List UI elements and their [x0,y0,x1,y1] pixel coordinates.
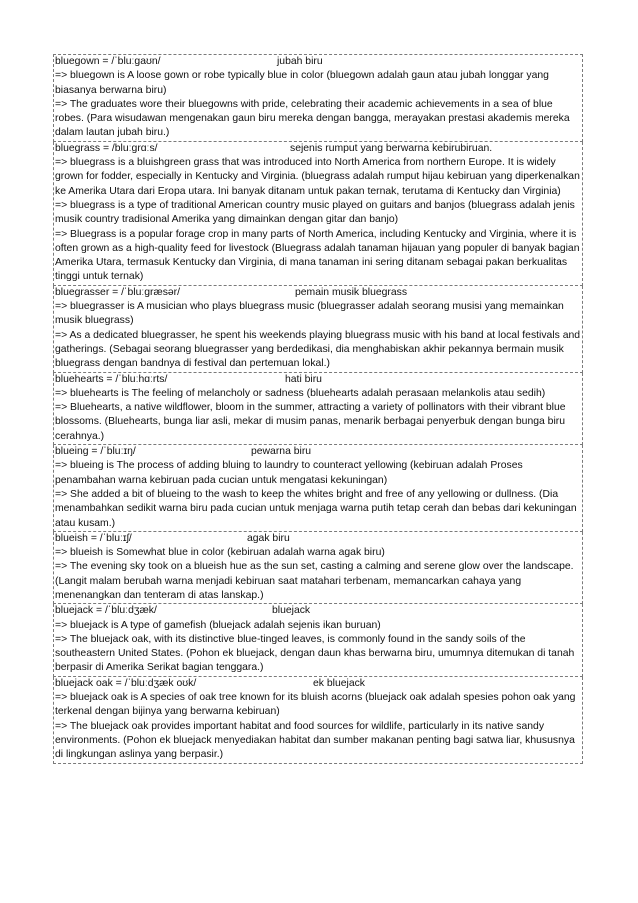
headword: blueing = /ˈbluːɪŋ/ [55,446,136,458]
definition-line: => bluegrasser is A musician who plays bluegrass music (bluegrasser adalah seorang musisi yang memainkan musik bluegrass) [55,301,564,327]
example-line: => The bluejack oak provides important habitat and food sources for wildlife, particularly in its native sandy environments. (Pohon ek bluejack menyediakan habitat dan sumber makanan penting bagi satwa liar, khususnya di lingkungan aslinya yang berpasir.) [55,720,575,761]
definition-line: => bluegrass is a type of traditional American country music played on guitars and banjos (bluegrass adalah jenis musik country tradisional Amerika yang dimainkan dengan gitar dan banjo) [55,199,575,226]
entry-heading [55,286,582,300]
translation: bluejack [272,605,311,617]
entry-bluegrasser [53,286,583,373]
dictionary-document [53,54,583,764]
definition-line: => bluejack is A type of gamefish (bluejack adalah sejenis ikan buruan) [55,619,381,631]
entry-blueing [53,445,583,532]
translation: ek bluejack [313,677,365,689]
example-line: => The evening sky took on a blueish hue as the sun set, casting a calming and serene glow over the landscape. (Langit malam berubah warna menjadi kebiruan saat matahari terbenam, memancarkan cahaya yang menenangkan dan tenteram di atas lanskap.) [55,561,574,601]
example-line: => The graduates wore their bluegowns with pride, celebrating their academic achievements in a sea of blue robes. (Para wisudawan mengenakan gaun biru mereka dengan bangga, merayakan prestasi akademis mereka dalam lautan jubah biru.) [55,98,570,139]
entry-bluegown [53,54,583,142]
entry-bluehearts [53,373,583,445]
entry-heading [55,532,582,546]
definition-line: => bluegown is A loose gown or robe typically blue in color (bluegown adalah gaun atau jubah longgar yang biasanya berwarna biru) [55,70,549,96]
definition-line: => blueing is The process of adding bluing to laundry to counteract yellowing (kebiruan adalah Proses penambahan warna kebiruan pada cucian untuk mengatasi kekuningan) [55,460,523,486]
entry-bluejack [53,604,583,676]
translation: jubah biru [277,56,323,67]
entry-heading [55,142,582,156]
headword: blueish = /ˈbluːɪʃ/ [55,532,132,544]
entry-heading [55,55,582,69]
example-line: => Bluegrass is a popular forage crop in many parts of North America, including Kentucky and Virginia, where it is often grown as a high-quality feed for livestock (Bluegrass adalah tanaman hijauan yang populer di banyak bagian Amerika Utara, termasuk Kentucky dan Virginia, di mana tanaman ini sering ditanam sebagai pakan berkualitas tinggi untuk ternak) [55,228,580,283]
definition-line: => bluegrass is a bluishgreen grass that was introduced into North America from northern Europe. It is widely grown for fodder, especially in Kentucky and Virginia. (bluegrass adalah rumput hijau kebiruan yang diperkenalkan ke Amerika Utara dari Eropa utara. Ini banyak ditanam untuk pakan ternak, terutama di Kentucky dan Virginia) [55,157,580,197]
definition-line: => blueish is Somewhat blue in color (kebiruan adalah warna agak biru) [55,547,385,559]
translation: hati biru [285,373,322,385]
translation: agak biru [247,532,290,544]
example-line: => She added a bit of blueing to the wash to keep the whites bright and free of any yellowing or dullness. (Dia menambahkan sedikit warna biru pada cucian untuk menjaga warna putih tetap cerah dan bebas dari kekuningan atau kusam.) [55,488,577,529]
entry-heading [55,445,582,459]
headword: bluegrasser = /ˈbluːɡræsər/ [55,286,181,298]
entry-bluejack-oak [53,677,583,764]
definition-line: => bluehearts is The feeling of melancholy or sadness (bluehearts adalah perasaan melankolis atau sedih) [55,387,546,399]
translation: sejenis rumput yang berwarna kebirubiruan. [290,142,493,154]
headword: bluejack = /ˈbluːdʒæk/ [55,605,157,617]
entry-bluegrass [53,142,583,286]
entry-heading [55,604,582,618]
example-line: => The bluejack oak, with its distinctive blue-tinged leaves, is commonly found in the sandy soils of the southeastern United States. (Pohon ek bluejack, dengan daun khas berwarna biru, umumnya ditemukan di tanah berpasir di Amerika Serikat bagian tenggara.) [55,633,575,674]
entry-heading [55,373,582,387]
example-line: => Bluehearts, a native wildflower, bloom in the summer, attracting a variety of pollinators with their vibrant blue blossoms. (Bluehearts, bunga liar asli, mekar di musim panas, menarik berbagai penyerbuk dengan bunga biru cerahnya.) [55,402,566,442]
entry-blueish [53,532,583,604]
translation: pewarna biru [251,446,312,458]
definition-line: => bluejack oak is A species of oak tree known for its bluish acorns (bluejack oak adalah spesies pohon oak yang terkenal dengan bijinya yang berwarna kebiruan) [55,692,576,718]
headword: bluegown = /ˈbluːɡaʊn/ [55,56,161,67]
headword: bluehearts = /ˈbluːhɑːrts/ [55,373,168,385]
headword: bluegrass = /bluːɡrɑːs/ [55,142,158,154]
headword: bluejack oak = /ˈbluːdʒæk oʊk/ [55,677,197,689]
translation: pemain musik bluegrass [295,286,408,298]
entry-heading [55,677,582,691]
example-line: => As a dedicated bluegrasser, he spent his weekends playing bluegrass music with his band at local festivals and gatherings. (Sebagai seorang bluegrasser yang berdedikasi, dia menghabiskan akhir pekannya bermain musik bluegrass dengan bandnya di festival dan pertemuan lokal.) [55,329,581,370]
